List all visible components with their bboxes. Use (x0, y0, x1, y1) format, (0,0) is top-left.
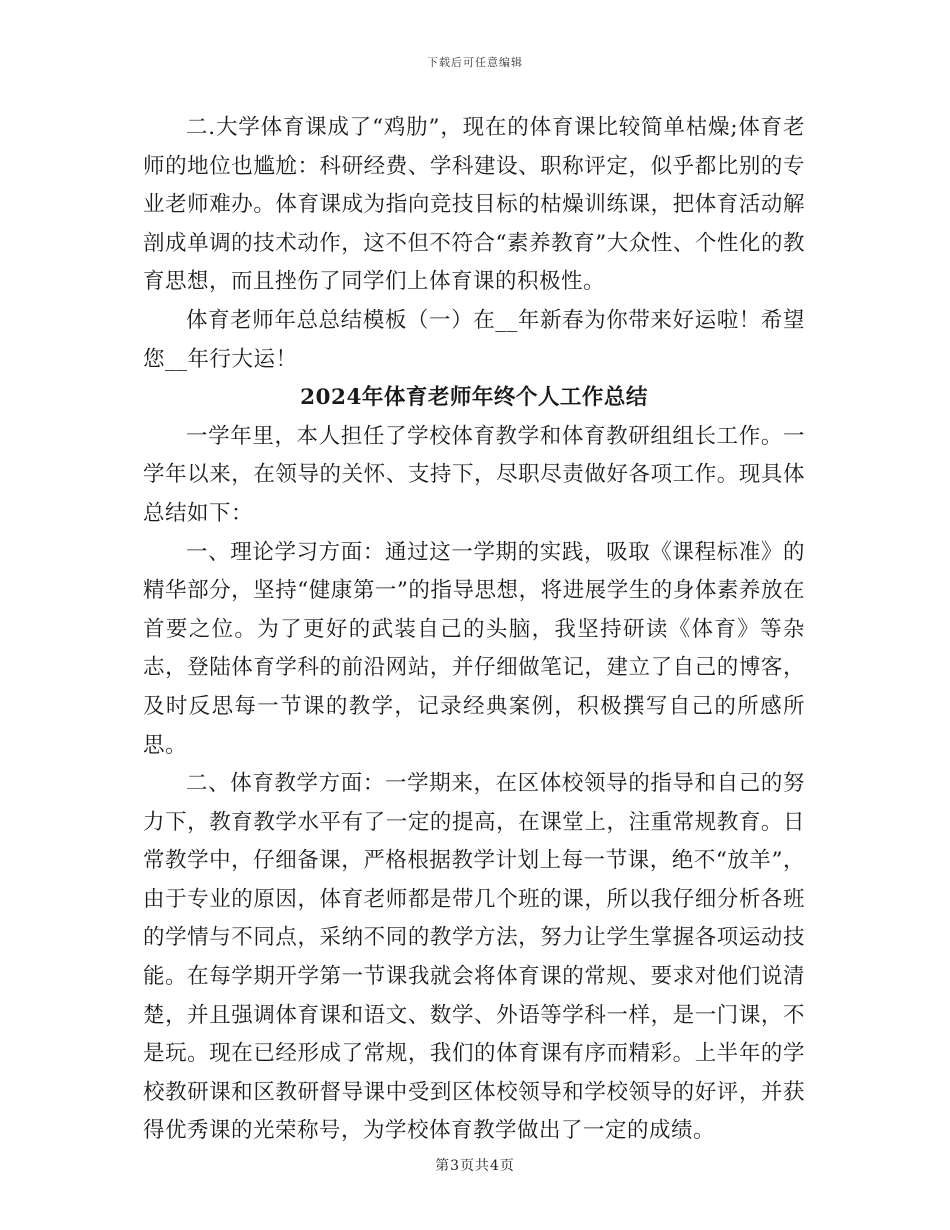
document-body (143, 109, 805, 1151)
paragraph-3: 一学年里，本人担任了学校体育教学和体育教研组组长工作。一学年以来，在领导的关怀、支持下，尽职尽责做好各项工作。现具体总结如下： (143, 423, 805, 526)
paragraph-4: 一、理论学习方面：通过这一学期的实践，吸取《课程标准》的精华部分，坚持“健康第一”的指导思想，将进展学生的身体素养放在首要之位。为了更好的武装自己的头脑，我坚持研读《体育》等杂志，登陆体育学科的前沿网站，并仔细做笔记，建立了自己的博客，及时反思每一节课的教学，记录经典案例，积极撰写自己的所感所思。 (143, 539, 805, 758)
page-footer: 第3页共4页 (435, 1158, 515, 1174)
page-header: 下载后可任意编辑 (427, 56, 523, 69)
paragraph-2: 体育老师年总总结模板（一）在__年新春为你带来好运啦！希望您__年行大运！ (143, 307, 805, 372)
paragraph-5: 二、体育教学方面：一学期来，在区体校领导的指导和自己的努力下，教育教学水平有了一定的提高，在课堂上，注重常规教育。日常教学中，仔细备课，严格根据教学计划上每一节课，绝不“放羊”，由于专业的原因，体育老师都是带几个班的课，所以我仔细分析各班的学情与不同点，采纳不同的教学方法，努力让学生掌握各项运动技能。在每学期开学第一节课我就会将体育课的常规、要求对他们说清楚，并且强调体育课和语文、数学、外语等学科一样，是一门课，不是玩。现在已经形成了常规，我们的体育课有序而精彩。上半年的学校教研课和区教研督导课中受到区体校领导和学校领导的好评，并获得优秀课的光荣称号，为学校体育教学做出了一定的成绩。 (143, 771, 805, 1144)
document-title: 2024年体育老师年终个人工作总结 (300, 385, 648, 411)
paragraph-1: 二.大学体育课成了“鸡肋”，现在的体育课比较简单枯燥;体育老师的地位也尴尬：科研经费、学科建设、职称评定，似乎都比别的专业老师难办。体育课成为指向竞技目标的枯燥训练课，把体育活动解剖成单调的技术动作，这不但不符合“素养教育”大众性、个性化的教育思想，而且挫伤了同学们上体育课的积极性。 (143, 115, 805, 295)
